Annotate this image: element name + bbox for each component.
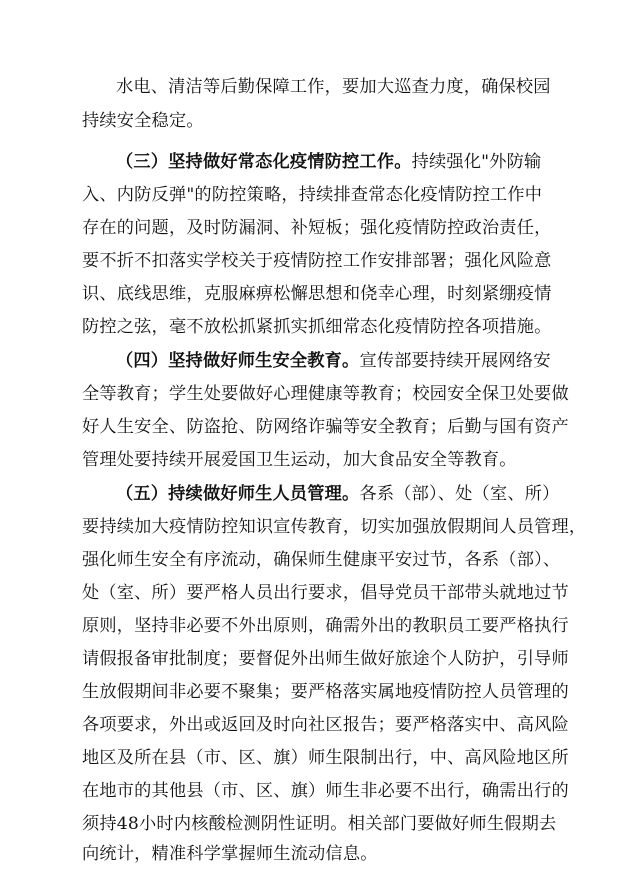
- text-line: 水电、清洁等后勤保障工作，要加大巡查力度，确保校园: [116, 77, 551, 97]
- section-4-heading: （四）坚持做好师生安全教育。: [116, 351, 360, 371]
- text-line: 持续安全稳定。: [82, 111, 204, 131]
- text-line: 向统计，精准科学掌握师生流动信息。: [82, 844, 378, 864]
- text-line: 在地市的其他县（市、区、旗）师生非必要不出行，确需出行的: [82, 781, 569, 801]
- text-line: 防控之弦，毫不放松抓紧抓实抓细常态化疫情防控各项措施。: [82, 317, 552, 337]
- text-line: 强化师生安全有序流动，确保师生健康平安过节，各系（部）、: [82, 550, 561, 570]
- text-line: 全等教育；学生处要做好心理健康等教育；校园安全保卫处要做: [82, 384, 569, 404]
- section-5-first-line: [116, 479, 560, 509]
- text-line: 识、底线思维，克服麻痹松懈思想和侥幸心理，时刻紧绷疫情: [82, 284, 552, 304]
- section-5-heading: （五）持续做好师生人员管理。: [116, 484, 360, 504]
- text-line: 存在的问题，及时防漏洞、补短板；强化疫情防控政治责任，: [82, 218, 552, 238]
- text-line: 要不折不扣落实学校关于疫情防控工作安排部署；强化风险意: [82, 251, 552, 271]
- text-line: 地区及所在县（市、区、旗）师生限制出行，中、高风险地区所: [82, 748, 569, 768]
- text-line: 处（室、所）要严格人员出行要求，倡导党员干部带头就地过节: [82, 583, 569, 603]
- text-line: 入、内防反弹"的防控策略，持续排查常态化疫情防控工作中: [82, 185, 543, 205]
- text-line: 请假报备审批制度；要督促外出师生做好旅途个人防护，引导师: [82, 649, 569, 669]
- text-line: 管理处要持续开展爱国卫生运动，加大食品安全等教育。: [82, 450, 517, 470]
- text-span: 各系（部）、处（室、所）: [359, 484, 560, 504]
- text-line: 生放假期间非必要不聚集；要严格落实属地疫情防控人员管理的: [82, 682, 569, 702]
- text-span: 宣传部要持续开展网络安: [359, 351, 551, 371]
- text-line: 须持48小时内核酸检测阴性证明。相关部门要做好师生假期去: [82, 814, 557, 834]
- text-line: 好人生安全、防盗抢、防网络诈骗等安全教育；后勤与国有资产: [82, 417, 569, 437]
- text-line: 要持续加大疫情防控知识宣传教育，切实加强放假期间人员管理，: [82, 517, 587, 537]
- text-line: 原则，坚持非必要不外出原则，确需外出的教职员工要严格执行: [82, 616, 569, 636]
- text-span: 持续强化"外防输: [411, 152, 542, 172]
- section-3-heading: （三）坚持做好常态化疫情防控工作。: [116, 152, 412, 172]
- text-line: 各项要求，外出或返回及时向社区报告；要严格落实中、高风险: [82, 715, 569, 735]
- section-3-first-line: [116, 147, 541, 177]
- section-4-first-line: [116, 346, 551, 376]
